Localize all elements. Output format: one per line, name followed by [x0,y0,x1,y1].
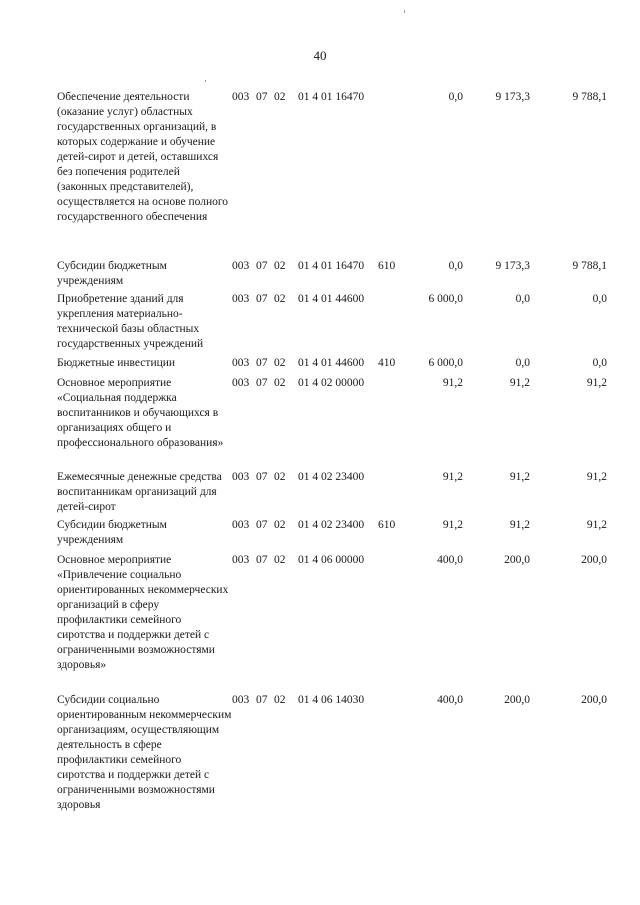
amount-3: 200,0 [581,554,607,566]
amount-1: 0,0 [448,91,463,103]
target-code: 01 4 02 23400 [298,519,365,531]
subsection-code: 02 [274,519,286,531]
amount-2: 200,0 [504,554,530,566]
amount-2: 91,2 [509,377,530,389]
scan-mark [404,10,405,13]
amount-2: 91,2 [509,471,530,483]
row-name: Обеспечение деятельности (оказание услуг) областных государственных организаций, в которых содержание и обучение детей-сирот и детей, оставшихся без попечения родителей (законных представителей), осуществляется на основе полного государственного обеспечения [57,91,229,223]
row-name: Приобретение зданий для укрепления материально-технической базы областных государственных учреждений [57,293,204,350]
section-code: 07 [256,694,268,706]
section-code: 07 [256,260,268,272]
admin-code: 003 [232,377,250,389]
amount-1: 91,2 [442,377,463,389]
amount-3: 9 788,1 [572,91,607,103]
section-code: 07 [256,471,268,483]
amount-2: 0,0 [515,357,530,369]
admin-code: 003 [232,357,250,369]
scan-mark [205,80,206,82]
subsection-code: 02 [274,357,286,369]
subsection-code: 02 [274,377,286,389]
section-code: 07 [256,357,268,369]
amount-3: 200,0 [581,694,607,706]
subsection-code: 02 [274,293,286,305]
admin-code: 003 [232,471,250,483]
row-name: Субсидии бюджетным учреждениям [57,519,167,546]
row-name: Ежемесячные денежные средства воспитанникам организаций для детей-сирот [57,471,222,513]
target-code: 01 4 06 14030 [298,694,365,706]
amount-3: 0,0 [592,293,607,305]
target-code: 01 4 01 16470 [298,260,365,272]
target-code: 01 4 01 44600 [298,357,365,369]
section-code: 07 [256,293,268,305]
amount-2: 9 173,3 [495,91,530,103]
amount-1: 6 000,0 [428,293,463,305]
section-code: 07 [256,91,268,103]
target-code: 01 4 02 23400 [298,471,365,483]
row-name: Субсидии социально ориентированным некоммерческим организациям, осуществляющим деятельность в сфере профилактики семейного сиротства и поддержки детей с ограниченными возможностями здоровья [57,694,232,811]
admin-code: 003 [232,293,250,305]
amount-2: 200,0 [504,694,530,706]
expense-type-code: 410 [378,357,396,369]
admin-code: 003 [232,519,250,531]
subsection-code: 02 [274,91,286,103]
amount-2: 91,2 [509,519,530,531]
amount-1: 400,0 [437,694,463,706]
subsection-code: 02 [274,471,286,483]
expense-type-code: 610 [378,260,396,272]
amount-1: 0,0 [448,260,463,272]
row-name: Бюджетные инвестиции [57,357,176,369]
amount-2: 9 173,3 [495,260,530,272]
amount-1: 91,2 [442,519,463,531]
amount-3: 0,0 [592,357,607,369]
target-code: 01 4 01 16470 [298,91,365,103]
admin-code: 003 [232,554,250,566]
page-number: 40 [313,48,327,63]
amount-1: 6 000,0 [428,357,463,369]
section-code: 07 [256,554,268,566]
amount-2: 0,0 [515,293,530,305]
admin-code: 003 [232,694,250,706]
amount-1: 400,0 [437,554,463,566]
section-code: 07 [256,519,268,531]
row-name: Основное мероприятие «Социальная поддержка воспитанников и обучающихся в организациях общего и профессионального образования» [57,377,224,449]
subsection-code: 02 [274,694,286,706]
row-name: Основное мероприятие «Привлечение социально ориентированных некоммерческих организаций в сферу профилактики семейного сиротства и поддержки детей с ограниченными возможностями здоровья» [57,554,229,671]
amount-3: 91,2 [586,471,607,483]
target-code: 01 4 06 00000 [298,554,365,566]
admin-code: 003 [232,91,250,103]
amount-3: 91,2 [586,519,607,531]
amount-3: 9 788,1 [572,260,607,272]
row-name: Субсидии бюджетным учреждениям [57,260,167,287]
admin-code: 003 [232,260,250,272]
expense-type-code: 610 [378,519,396,531]
amount-3: 91,2 [586,377,607,389]
target-code: 01 4 01 44600 [298,293,365,305]
subsection-code: 02 [274,554,286,566]
amount-1: 91,2 [442,471,463,483]
section-code: 07 [256,377,268,389]
target-code: 01 4 02 00000 [298,377,365,389]
subsection-code: 02 [274,260,286,272]
